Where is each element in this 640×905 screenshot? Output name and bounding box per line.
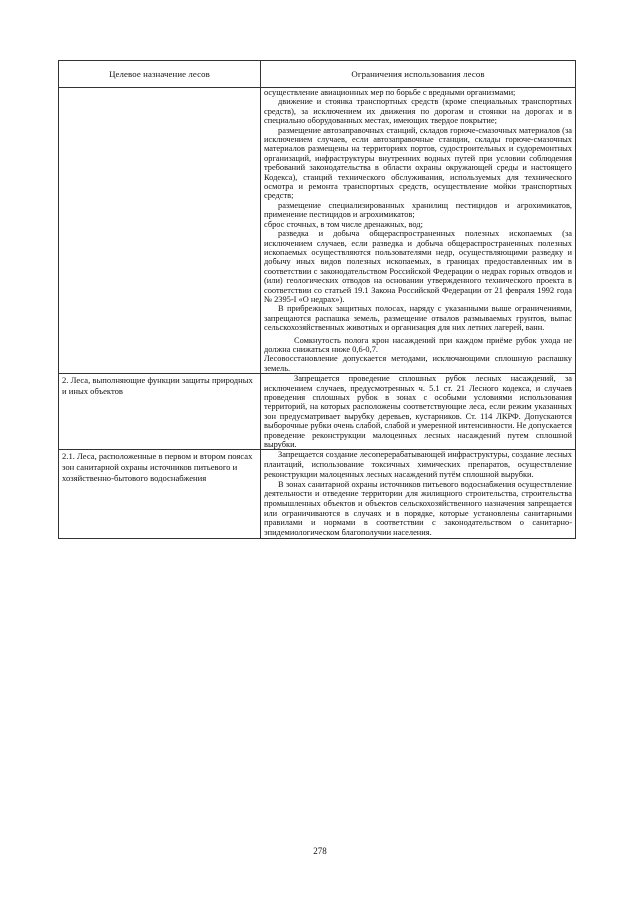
- restriction-paragraph: разведка и добыча общераспространенных полезных ископаемых (за исключением случаев, если разведка и добыча общераспространенных полезных ископаемых осуществляются пользователями недр, осуществляющими разведку и добычу иных видов полезных ископаемых, в границах предоставленных им в соответствии с законодательством Российской Федерации о недрах горных отводов и (или) геологических отводов на основании утвержденного технического проекта в соответствии со статьей 19.1 Закона Российской Федерации от 21 февраля 1992 года № 2395-I «О недрах»).: [264, 229, 572, 304]
- purpose-cell: 2. Леса, выполняющие функции защиты природных и иных объектов: [59, 374, 261, 450]
- header-purpose: Целевое назначение лесов: [59, 61, 261, 88]
- table-row: [59, 450, 576, 538]
- table-header-row: [59, 61, 576, 88]
- restriction-paragraph: Запрещается создание лесоперерабатывающей инфраструктуры, создание лесных плантаций, использование токсичных химических препаратов, осуществление реконструкции малоценных лесных насаждений путём сплошной вырубки.: [264, 450, 572, 479]
- restriction-paragraph: осуществление авиационных мер по борьбе с вредными организмами;: [264, 88, 516, 97]
- restriction-paragraph: Запрещается проведение сплошных рубок лесных насаждений, за исключением случаев, предусмотренных ч. 5.1 ст. 21 Лесного кодекса, и случаев проведения сплошных рубок в зонах с особыми условиями использования территорий, на которых расположены соответствующие леса, если режим указанных зон предусматривает вырубку деревьев, кустарников. Ст. 114 ЛКРФ. Допускаются выборочные рубки очень слабой, слабой и умеренной интенсивности. Не допускается проведение реконструкции малоценных лесных насаждений путем сплошной вырубки.: [264, 374, 572, 450]
- table-row: [59, 88, 576, 374]
- restriction-paragraph: размещение автозаправочных станций, складов горюче-смазочных материалов (за исключением случаев, если автозаправочные станции, склады горюче-смазочных материалов размещены на территориях портов, судостроительных и судоремонтных организаций, инфраструктуры внутренних водных путей при условии соблюдения требований законодательства в области охраны окружающей среды и настоящего Кодекса), станций технического обслуживания, используемых для технического осмотра и ремонта транспортных средств, осуществление мойки транспортных средств;: [264, 125, 572, 201]
- restriction-paragraph: движение и стоянка транспортных средств (кроме специальных транспортных средств), за исключением их движения по дорогам и стоянки на дорогах и в специально оборудованных местах, имеющих твердое покрытие;: [264, 97, 572, 126]
- restrictions-cell: [261, 374, 576, 450]
- document-page: [58, 60, 575, 539]
- page-number: 278: [313, 846, 327, 856]
- restriction-paragraph: сброс сточных, в том числе дренажных, вод;: [264, 219, 423, 229]
- restrictions-cell: [261, 88, 576, 374]
- restrictions-cell: [261, 450, 576, 538]
- restriction-paragraph: В зонах санитарной охраны источников питьевого водоснабжения осуществление деятельности и отведение территории для жилищного строительства, строительства промышленных объектов и объектов сельскохозяйственного назначения запрещается или ограничиваются в случаях и в порядке, которые установлены санитарными правилами и нормами в соответствии с законодательством о санитарно-эпидемиологическом благополучии населения.: [264, 479, 572, 538]
- restriction-paragraph: В прибрежных защитных полосах, наряду с указанными выше ограничениями, запрещаются распашка земель, размещение отвалов размываемых грунтов, выпас сельскохозяйственных животных и организация для них летних лагерей, ванн.: [264, 304, 572, 333]
- forest-restrictions-table: [58, 60, 576, 539]
- table-row: [59, 374, 576, 450]
- restriction-paragraph: Лесовосстановление допускается методами, исключающими сплошную распашку земель.: [264, 354, 572, 373]
- purpose-cell: 2.1. Леса, расположенные в первом и втором поясах зон санитарной охраны источников питьевого и хозяйственно-бытового водоснабжения: [59, 450, 261, 538]
- restriction-paragraph: Сомкнутость полога крон насаждений при каждом приёме рубок ухода не должна снижаться ниже 0,6-0,7.: [264, 335, 572, 354]
- header-restrictions: Ограничения использования лесов: [261, 61, 576, 88]
- purpose-cell: [59, 88, 261, 374]
- restriction-paragraph: размещение специализированных хранилищ пестицидов и агрохимикатов, применение пестицидов и агрохимикатов;: [264, 200, 572, 220]
